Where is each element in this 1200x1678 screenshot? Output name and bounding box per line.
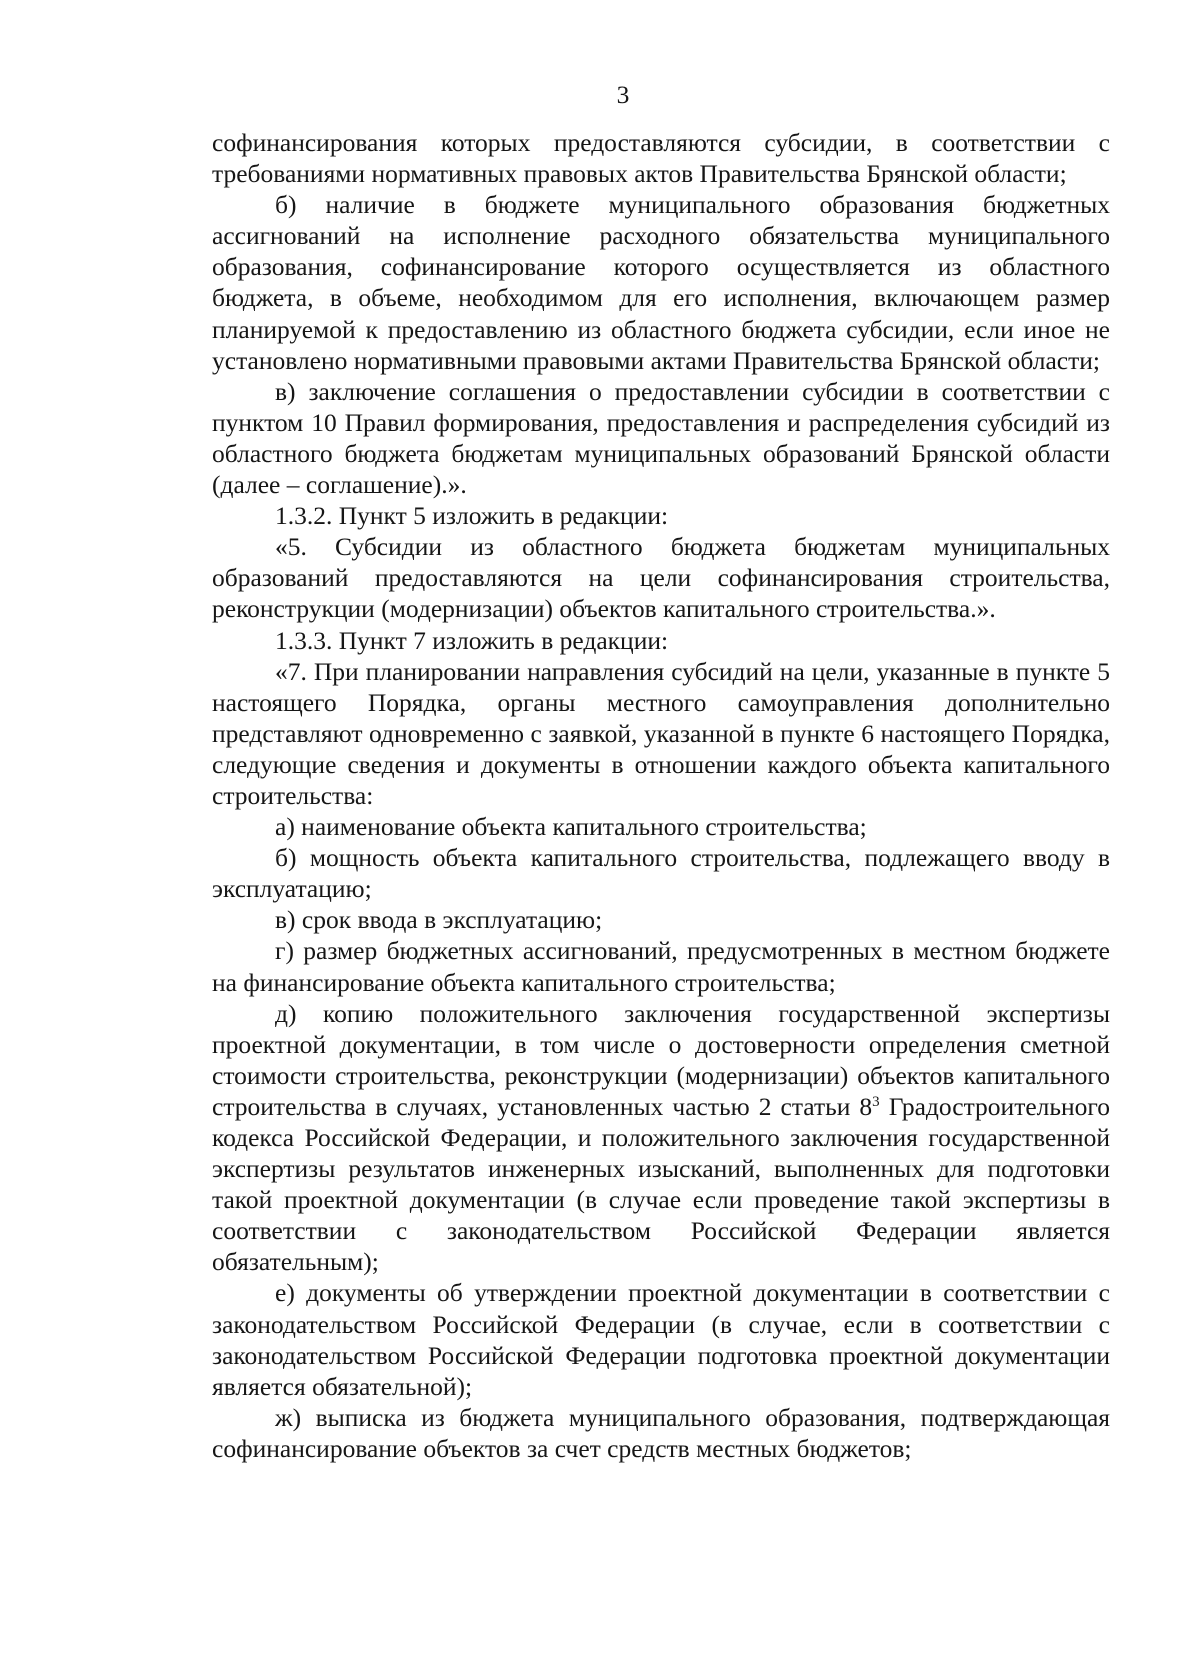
paragraph-item-g: г) размер бюджетных ассигнований, предусмотренных в местном бюджете на финансирование объекта капитального строительства; [212,936,1110,997]
paragraph-point-5: «5. Субсидии из областного бюджета бюджетам муниципальных образований предоставляются на цели софинансирования строительства, реконструкции (модернизации) объектов капитального строительства.». [212,532,1110,624]
paragraph-1-3-2-heading: 1.3.2. Пункт 5 изложить в редакции: [275,501,669,531]
article-superscript: 3 [872,1093,880,1110]
page-number: 3 [616,80,630,109]
paragraph-item-e: е) документы об утверждении проектной документации в соответствии с законодательством Российской Федерации (в случае, если в соответствии с законодательством Российской Федерации подготовка проектной документации является обязательной); [212,1278,1110,1401]
paragraph-1-3-3-heading: 1.3.3. Пункт 7 изложить в редакции: [275,625,669,655]
document-body [212,127,1110,1464]
paragraph-item-d-text-after: Градостроительного кодекса Российской Федерации, и положительного заключения государственной экспертизы результатов инженерных изысканий, выполненных для подготовки такой проектной документации (в случае если проведение такой экспертизы в соответствии с законодательством Российской Федерации является обязательным); [212,1091,1110,1277]
paragraph-item-zh: ж) выписка из бюджета муниципального образования, подтверждающая софинансирование объектов за счет средств местных бюджетов; [212,1402,1110,1463]
paragraph-item-v: в) заключение соглашения о предоставлении субсидии в соответствии с пунктом 10 Правил формирования, предоставления и распределения субсидий из областного бюджета бюджетам муниципальных образований Брянской области (далее – соглашение).». [212,376,1110,500]
paragraph-item-b: б) наличие в бюджете муниципального образования бюджетных ассигнований на исполнение расходного обязательства муниципального образования, софинансирование которого осуществляется из областного бюджета, в объеме, необходимом для его исполнения, включающем размер планируемой к предоставлению из областного бюджета субсидии, если иное не установлено нормативными правовыми актами Правительства Брянской области; [212,190,1110,375]
paragraph-continuation: софинансирования которых предоставляются субсидии, в соответствии с требованиями нормативных правовых актов Правительства Брянской области; [212,128,1110,189]
paragraph-point-7: «7. При планировании направления субсидий на цели, указанные в пункте 5 настоящего Порядка, органы местного самоуправления дополнительно представляют одновременно с заявкой, указанной в пункте 6 настоящего Порядка, следующие сведения и документы в отношении каждого объекта капитального строительства: [212,656,1110,810]
paragraph-item-d [212,998,1110,1278]
paragraph-item-b2: б) мощность объекта капитального строительства, подлежащего вводу в эксплуатацию; [212,843,1110,904]
paragraph-item-d-text: д) копию положительного заключения государственной экспертизы проектной документации, в том числе о достоверности определения сметной стоимости строительства, реконструкции (модернизации) объектов капитального строительства в случаях, установленных частью 2 статьи 8 [212,998,1110,1121]
paragraph-item-v2: в) срок ввода в эксплуатацию; [275,905,603,935]
paragraph-item-a: а) наименование объекта капитального строительства; [275,812,867,842]
